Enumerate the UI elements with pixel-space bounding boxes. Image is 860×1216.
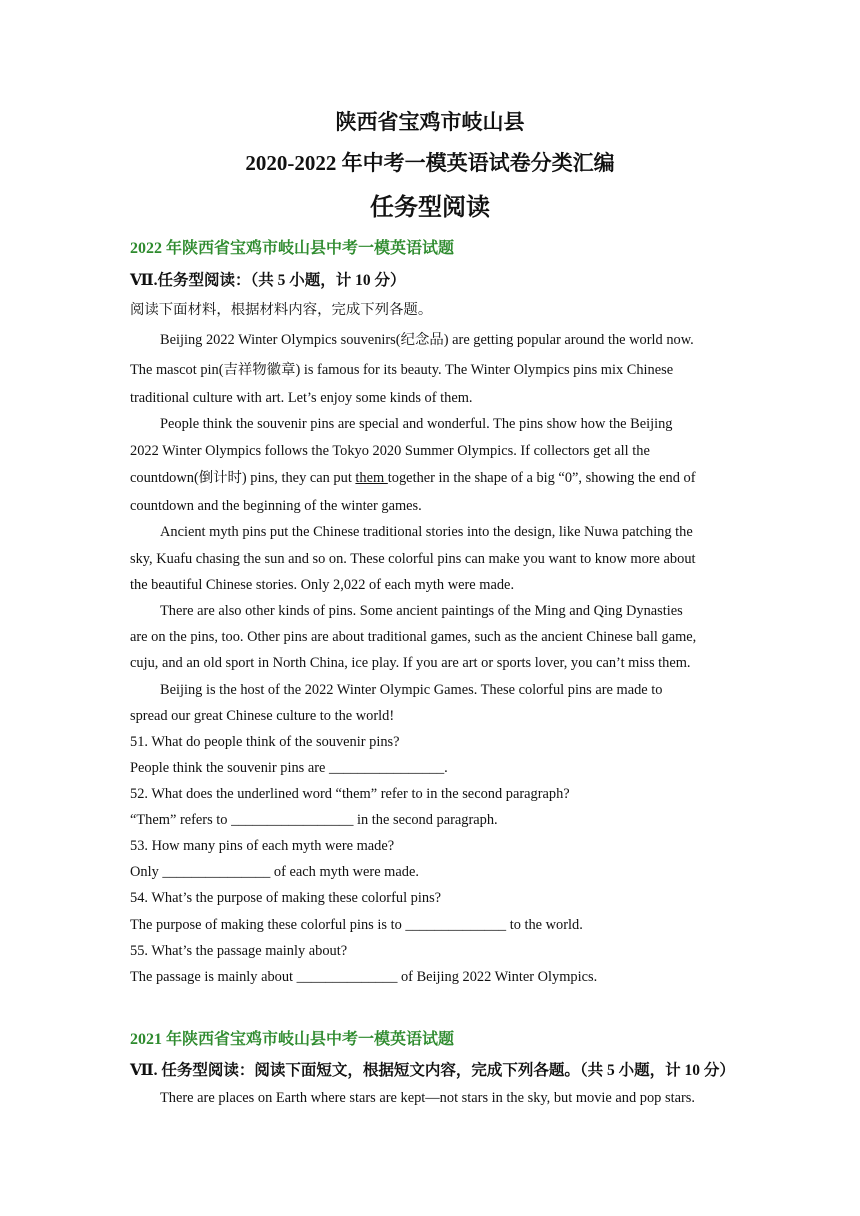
passage-line: traditional culture with art. Let’s enjoy some kinds of them.: [130, 390, 473, 406]
question-54: 54. What’s the purpose of making these colorful pins?: [130, 890, 442, 906]
passage-line: 2022 Winter Olympics follows the Tokyo 2020 Summer Olympics. If collectors get all the: [130, 443, 650, 459]
document-title-exam: 2020-2022 年中考一模英语试卷分类汇编: [245, 151, 615, 175]
passage-line: Beijing is the host of the 2022 Winter Olympic Games. These colorful pins are made to: [160, 682, 663, 698]
passage-line: cuju, and an old sport in North China, ice play. If you are art or sports lover, you can’t miss them.: [130, 655, 691, 671]
question-52: 52. What does the underlined word “them” refer to in the second paragraph?: [130, 786, 570, 802]
question-53: 53. How many pins of each myth were made?: [130, 838, 395, 854]
answer-line-54: The purpose of making these colorful pins is to ______________ to the world.: [130, 917, 583, 933]
passage-line: are on the pins, too. Other pins are about traditional games, such as the ancient Chinese ball game,: [130, 629, 697, 645]
answer-line-53: Only _______________ of each myth were made.: [130, 864, 419, 880]
passage-line: The mascot pin(吉祥物徽章) is famous for its beauty. The Winter Olympics pins mix Chinese: [130, 362, 674, 378]
part-title-2022: Ⅶ.任务型阅读：（共 5 小题，计 10 分）: [130, 272, 406, 289]
passage-line: [130, 469, 696, 487]
underlined-word-them: them: [355, 470, 388, 486]
passage-line: There are also other kinds of pins. Some ancient paintings of the Ming and Qing Dynasties: [160, 603, 683, 619]
answer-line-55: The passage is mainly about ______________ of Beijing 2022 Winter Olympics.: [130, 969, 598, 985]
passage-line: Ancient myth pins put the Chinese traditional stories into the design, like Nuwa patching the: [160, 524, 693, 540]
passage-line: spread our great Chinese culture to the world!: [130, 708, 395, 724]
instruction-text: 阅读下面材料，根据材料内容，完成下列各题。: [130, 302, 433, 318]
section-heading-2021: 2021 年陕西省宝鸡市岐山县中考一模英语试题: [130, 1031, 455, 1048]
question-55: 55. What’s the passage mainly about?: [130, 943, 348, 959]
answer-line-51: People think the souvenir pins are ________________.: [130, 760, 448, 776]
passage-line: sky, Kuafu chasing the sun and so on. These colorful pins can make you want to know more about: [130, 551, 696, 567]
passage-line: countdown and the beginning of the winter games.: [130, 498, 422, 514]
passage-line: There are places on Earth where stars are kept—not stars in the sky, but movie and pop stars.: [160, 1090, 695, 1106]
passage-line: People think the souvenir pins are special and wonderful. The pins show how the Beijing: [160, 416, 673, 432]
question-51: 51. What do people think of the souvenir pins?: [130, 734, 400, 750]
answer-line-52: “Them” refers to _________________ in the second paragraph.: [130, 812, 498, 828]
document-title-region: 陕西省宝鸡市岐山县: [335, 110, 525, 134]
section-heading-2022: 2022 年陕西省宝鸡市岐山县中考一模英语试题: [130, 240, 455, 257]
passage-line: the beautiful Chinese stories. Only 2,022 of each myth were made.: [130, 577, 515, 593]
passage-text: together in the shape of a big “0”, showing the end of: [387, 470, 696, 486]
document-title-topic: 任务型阅读: [370, 195, 490, 221]
part-title-2021: Ⅶ. 任务型阅读：阅读下面短文，根据短文内容，完成下列各题。（共 5 小题，计 10 分）: [130, 1062, 735, 1079]
passage-line: Beijing 2022 Winter Olympics souvenirs(纪念品) are getting popular around the world now.: [160, 332, 694, 348]
passage-text: countdown(倒计时) pins, they can put: [130, 470, 356, 486]
